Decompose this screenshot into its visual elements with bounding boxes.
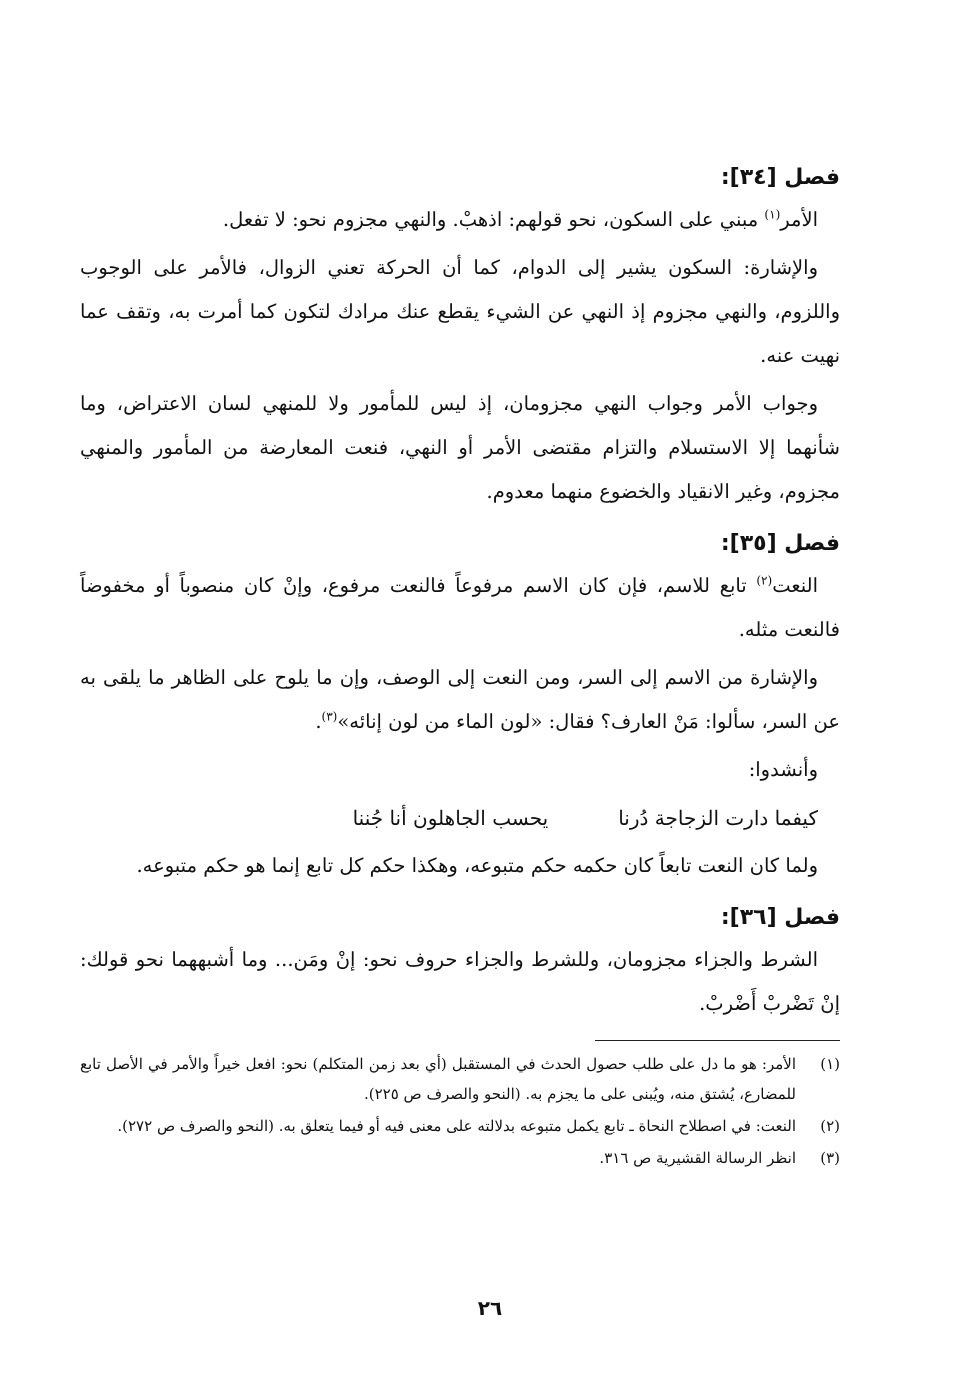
page-body [80,150,840,1175]
paragraph [80,564,840,652]
paragraph [80,656,840,744]
paragraph: الشرط والجزاء مجزومان، وللشرط والجزاء حروف نحو: إنْ ومَن... وما أشبههما نحو قولك: إنْ تَضْربْ أَضْربْ. [80,948,840,1015]
section-35 [80,524,840,888]
section-heading: فصل [٣٥]: [720,531,840,556]
paragraph [80,198,840,242]
verse-second-hemistich: يحسب الجاهلون أنا جُننا [352,806,549,830]
term-text: النعت [772,574,818,597]
footnote-ref: (٢) [756,573,773,588]
page-number: ٢٦ [477,1296,503,1320]
paragraph-text: مبني على السكون، نحو قولهم: اذهبْ. والنهي مجزوم نحو: لا تفعل. [222,208,765,231]
paragraph-text: والإشارة من الاسم إلى السر، ومن النعت إلى الوصف، وإن ما يلوح على الظاهر ما يلقى به عن السر، سألوا: مَنْ العارف؟ فقال: «لون الماء من لون إنائه» [80,666,840,733]
section-heading: فصل [٣٦]: [720,905,840,930]
footnote-divider [595,1040,840,1041]
footnote [80,1111,840,1141]
poem-verse [80,796,840,840]
footnotes [80,1049,840,1173]
paragraph-text: . [315,710,322,733]
footnote-number: (٢) [820,1117,840,1135]
section-34 [80,158,840,514]
paragraph: والإشارة: السكون يشير إلى الدوام، كما أن الحركة تعني الزوال، فالأمر على الوجوب واللزوم، والنهي مجزوم إذ النهي عن الشيء يقطع عنك مرادك لتكون كما أمرت به، وتقف عما نهيت عنه. [80,256,840,367]
paragraph: وجواب الأمر وجواب النهي مجزومان، إذ ليس للمأمور ولا للمنهي لسان الاعتراض، وما شأنهما إلا الاستسلام والتزام مقتضى الأمر أو النهي، فنعت المعارضة من المأمور والمنهي مجزوم، وغير الانقياد والخضوع منهما معدوم. [80,392,840,503]
verse-first-hemistich: كيفما دارت الزجاجة دُرنا [618,806,818,830]
footnote-text: الأمر: هو ما دل على طلب حصول الحدث في المستقبل (أي بعد زمن المتكلم) نحو: افعل خيراً والأمر في الأصل تابع للمضارع، يُشتق منه، ويُبنى على ما يجزم به. (النحو والصرف ص ٢٢٥). [80,1055,796,1103]
footnote-number: (١) [820,1055,840,1073]
footnote-ref: (٣) [321,709,338,724]
footnote-ref: (١) [764,207,781,222]
footnote [80,1049,840,1109]
footnote [80,1143,840,1173]
paragraph-text: تابع للاسم، فإن كان الاسم مرفوعاً فالنعت مرفوع، وإنْ كان منصوباً أو مخفوضاً فالنعت مثله. [80,574,840,641]
paragraph: وأنشدوا: [748,758,818,781]
paragraph: ولما كان النعت تابعاً كان حكمه حكم متبوعه، وهكذا حكم كل تابع إنما هو حكم متبوعه. [136,854,818,877]
section-36 [80,898,840,1026]
footnote-text: انظر الرسالة القشيرية ص ٣١٦. [599,1149,796,1167]
term-text: الأمر [780,208,818,231]
footnote-number: (٣) [820,1149,840,1167]
footnote-text: النعت: في اصطلاح النحاة ـ تابع يكمل متبوعه بدلالته على معنى فيه أو فيما يتعلق به. (النحو والصرف ص ٢٧٢). [117,1117,796,1135]
section-heading: فصل [٣٤]: [720,165,840,190]
